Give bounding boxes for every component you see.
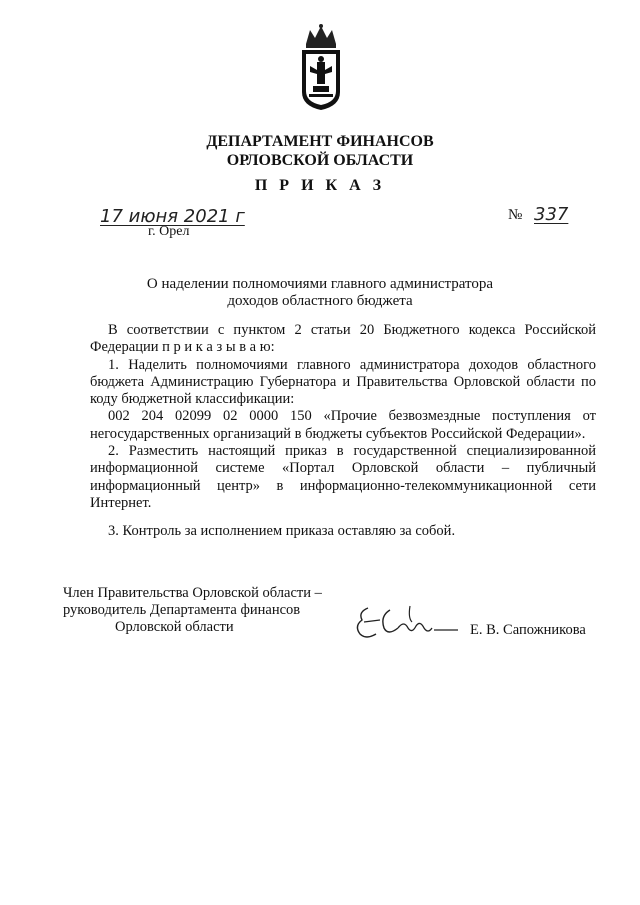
signatory-name: Е. В. Сапожникова bbox=[470, 622, 586, 638]
body-paragraph-4: 2. Разместить настоящий приказ в государственной специализированной информационной системе «Портал Орловской области – публичный информационный центр» в информационно-телекоммуникационной сети Интернет. bbox=[90, 443, 596, 511]
city: г. Орел bbox=[148, 224, 190, 239]
body-paragraph-3: 002 204 02099 02 0000 150 «Прочие безвозмездные поступления от негосударственных организаций в бюджеты субъектов Российской Федерации». bbox=[90, 408, 596, 442]
body-paragraph-5: 3. Контроль за исполнением приказа оставляю за собой. bbox=[108, 523, 456, 540]
handwritten-signature bbox=[350, 598, 460, 642]
body-paragraph-1: В соответствии с пунктом 2 статьи 20 Бюджетного кодекса Российской Федерации п р и к а з ы в а ю: bbox=[90, 322, 596, 356]
signatory-title-line1: Член Правительства Орловской области – bbox=[63, 585, 322, 601]
signatory-title-line3: Орловской области bbox=[115, 619, 234, 635]
handwritten-number: 337 bbox=[534, 204, 569, 225]
subject-line1: О наделении полномочиями главного администратора bbox=[146, 276, 494, 292]
number-label: № bbox=[508, 207, 523, 223]
coat-of-arms-emblem bbox=[296, 22, 346, 112]
department-title-line1: ДЕПАРТАМЕНТ ФИНАНСОВ bbox=[206, 133, 434, 150]
handwritten-date: 17 июня 2021 г bbox=[100, 206, 245, 227]
document-type: П Р И К А З bbox=[254, 177, 386, 194]
subject-line2: доходов областного бюджета bbox=[227, 293, 413, 309]
document-body bbox=[90, 322, 596, 541]
signatory-title-line2: руководитель Департамента финансов bbox=[63, 602, 301, 618]
body-paragraph-2: 1. Наделить полномочиями главного администратора доходов областного бюджета Администрацию Губернатора и Правительства Орловской области по коду бюджетной классификации: bbox=[90, 356, 596, 408]
department-title-line2: ОРЛОВСКОЙ ОБЛАСТИ bbox=[226, 152, 414, 169]
